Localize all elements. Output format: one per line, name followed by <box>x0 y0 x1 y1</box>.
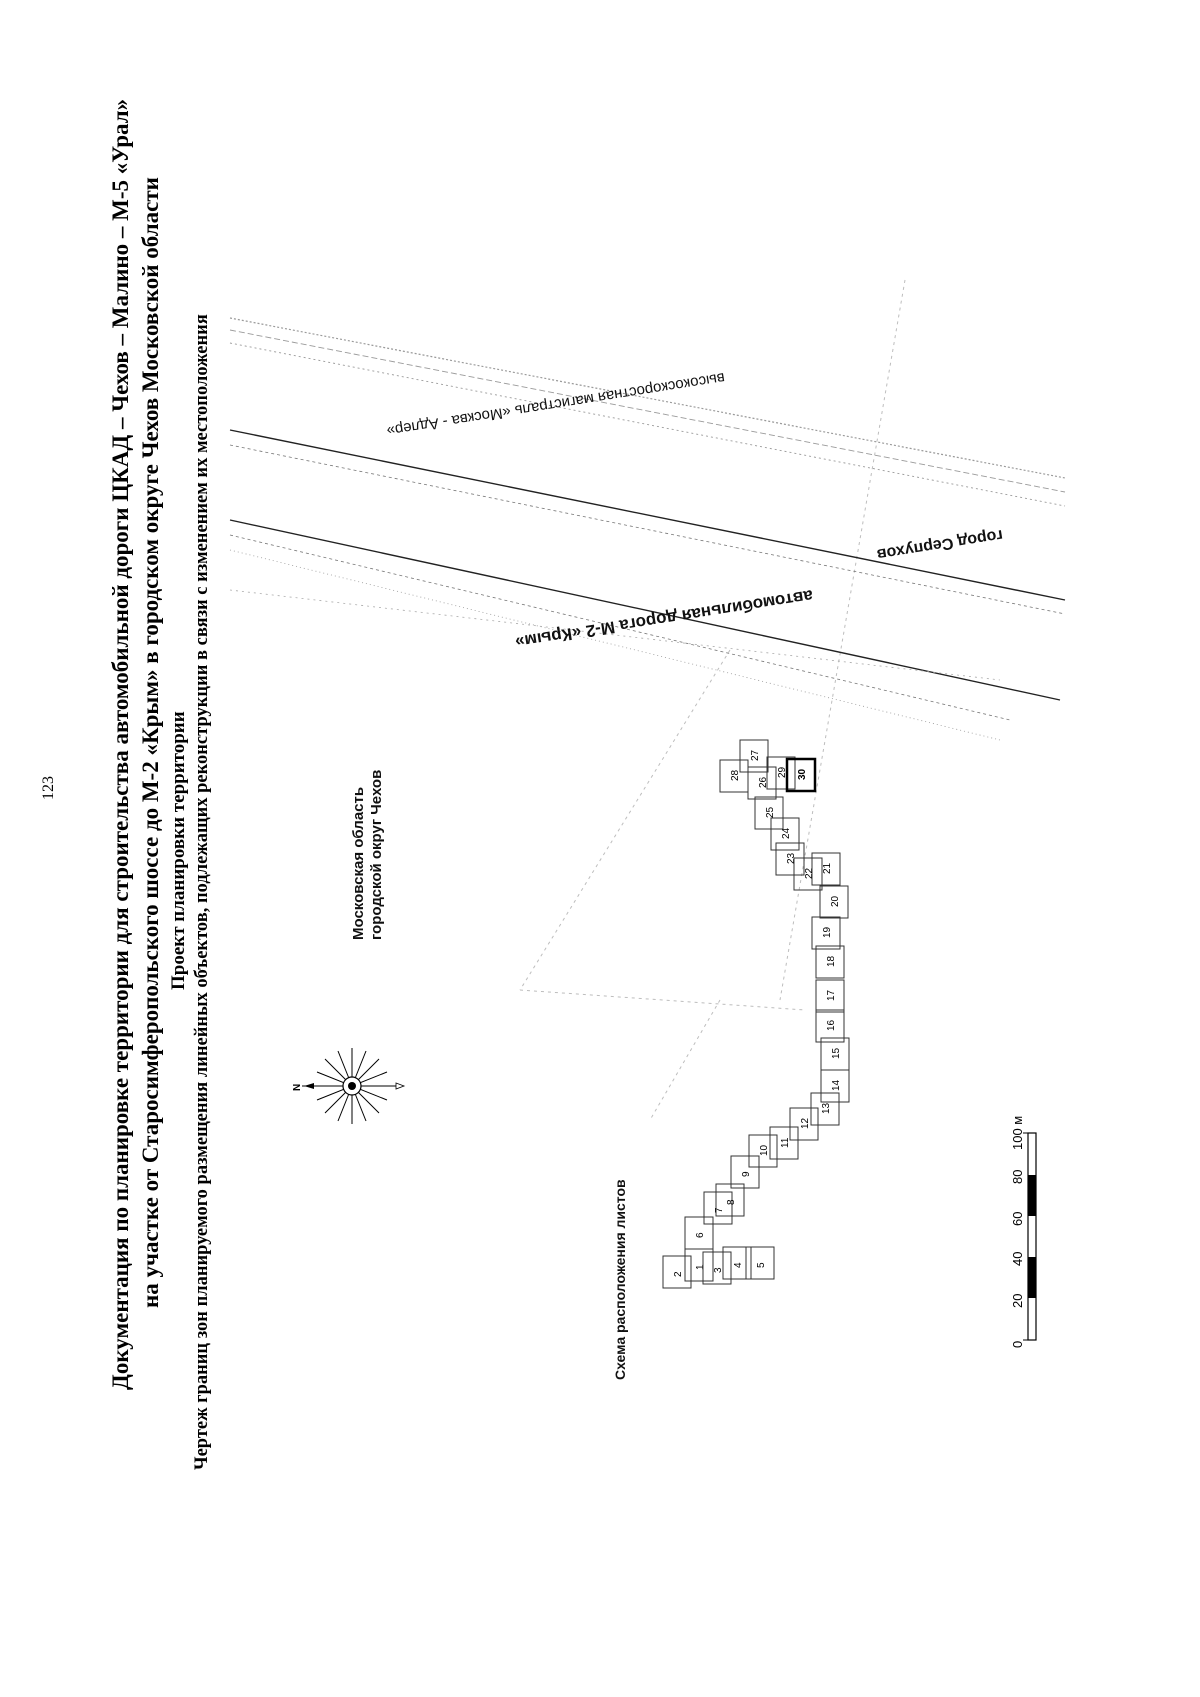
scale-tick-label: 40 <box>1010 1251 1025 1266</box>
sheet-label-10: 10 <box>759 1144 770 1156</box>
scale-tick-label: 0 <box>1010 1340 1025 1348</box>
scale-tick-label: 60 <box>1010 1211 1025 1226</box>
sheet-label-11: 11 <box>780 1137 791 1148</box>
sheet-label-23: 23 <box>786 852 797 864</box>
sheet-label-16: 16 <box>826 1019 837 1031</box>
scale-bar-ticks <box>1010 1116 1025 1348</box>
railway-lines <box>230 318 1065 506</box>
city-label: город Серпухов <box>875 526 1005 563</box>
sheet-label-14: 14 <box>831 1079 842 1091</box>
region-label-1: Московская область <box>350 786 367 940</box>
sheet-label-15: 15 <box>831 1047 842 1059</box>
sheet-label-2: 2 <box>673 1271 684 1277</box>
header-line-1: Документация по планировке территории для строительства автомобильной дороги ЦКАД – Чехов – Малино – М-5 «Урал» <box>108 98 133 1390</box>
sheet-label-24: 24 <box>781 827 792 839</box>
sheet-label-18: 18 <box>826 955 837 967</box>
scale-tick-label: 20 <box>1010 1293 1025 1308</box>
sheet-label-29: 29 <box>777 766 788 778</box>
sheet-label-9: 9 <box>741 1171 752 1177</box>
sheet-label-17: 17 <box>826 989 837 1001</box>
sheet-label-7: 7 <box>714 1207 725 1213</box>
compass-rose-icon <box>302 1048 404 1124</box>
sheet-label-4: 4 <box>733 1262 744 1268</box>
sheet-label-1: 1 <box>695 1264 706 1270</box>
road-m2-lines <box>230 430 1065 740</box>
sheet-label-6: 6 <box>695 1232 706 1238</box>
page-number: 123 <box>40 776 57 800</box>
compass-north-label: N <box>292 1083 303 1091</box>
scheme-label: Схема расположения листов <box>612 1179 628 1380</box>
sheet-label-5: 5 <box>756 1262 767 1268</box>
sheet-label-28: 28 <box>730 769 741 781</box>
sheet-label-12: 12 <box>800 1117 811 1129</box>
scale-tick-label: 100 м <box>1010 1115 1025 1150</box>
sheet-label-20: 20 <box>830 895 841 907</box>
sheet-label-19: 19 <box>822 926 833 938</box>
road-m2-label: автомобильная дорога М-2 «Крым» <box>513 586 815 652</box>
region-label-2: городской округ Чехов <box>368 769 385 940</box>
sheet-label-26: 26 <box>758 776 769 788</box>
header-line-2: на участке от Старосимферопольского шоссе до М-2 «Крым» в городском округе Чехов Московской области <box>138 177 163 1308</box>
header-line-4: Чертеж границ зон планируемого размещения линейных объектов, подлежащих реконструкции в связи с изменением их местоположения <box>192 314 212 1470</box>
railway-label: высокоскоростная магистраль «Москва - Адлер» <box>385 369 727 440</box>
sheet-label-8: 8 <box>726 1199 737 1205</box>
scale-tick-label: 80 <box>1010 1169 1025 1184</box>
sheet-label-13: 13 <box>821 1102 832 1114</box>
header-line-3: Проект планировки территории <box>168 711 189 990</box>
sheet-index <box>663 740 849 1288</box>
sheet-label-21: 21 <box>822 862 833 874</box>
sheet-label-27: 27 <box>750 749 761 761</box>
sheet-label-30: 30 <box>797 768 808 780</box>
sheet-label-22: 22 <box>804 867 815 879</box>
sheet-label-25: 25 <box>765 806 776 818</box>
sheet-label-3: 3 <box>713 1267 724 1273</box>
